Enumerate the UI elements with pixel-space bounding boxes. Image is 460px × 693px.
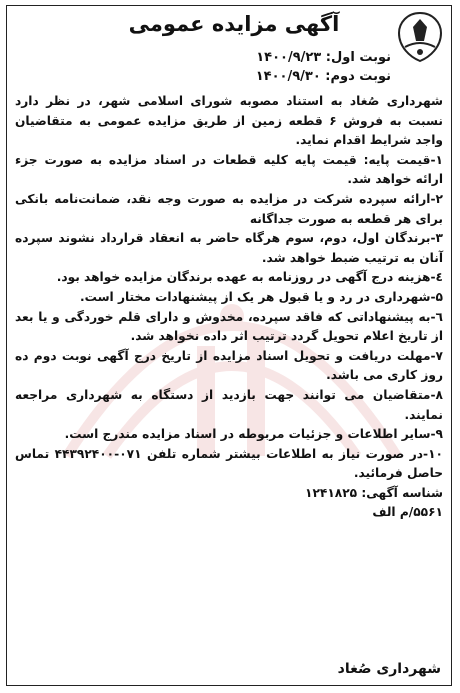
condition-item-5: ۵-شهرداری در رد و یا قبول هر یک از پیشنهادات مختار است.	[80, 289, 443, 304]
condition-item-4: ٤-هزینه درج آگهی در روزنامه به عهده برندگان مزایده خواهد بود.	[56, 270, 443, 285]
signature: شهرداری صُغاد	[337, 661, 441, 677]
second-turn: نوبت دوم: ۱۴۰۰/۹/۳۰	[255, 69, 391, 84]
condition-item-3: ۳-برندگان اول، دوم، سوم هرگاه حاضر به انعقاد قرارداد نشوند سپرده آنان به ترتیب ضبط خواهد شد.	[15, 231, 443, 265]
ad-id: شناسه آگهی: ۱۲۴۱۸۲۵	[305, 485, 443, 500]
publication-turns	[256, 48, 391, 86]
condition-item-9: ۹-سایر اطلاعات و جزئیات مربوطه در اسناد مزایده مندرج است.	[64, 427, 443, 442]
ad-title: آگهی مزایده عمومی	[128, 12, 340, 36]
ad-body	[15, 92, 443, 523]
condition-item-6: ٦-به پیشنهاداتی که فاقد سپرده، مخدوش و دارای قلم خوردگی و یا بعد از تاریخ اعلام تحویل گردد ترتیب اثر داده نخواهد شد.	[15, 309, 443, 344]
condition-item-8: ۸-متقاضیان می توانند جهت بازدید از دستگاه به شهرداری مراجعه نمایند.	[15, 387, 443, 422]
intro-paragraph: شهرداری صُغاد به استناد مصوبه شورای اسلامی شهر، در نظر دارد نسبت به فروش ۶ قطعه زمین از طریق مزایده عمومی به متقاضیان واجد شرایط اقدام نماید.	[15, 94, 443, 148]
ad-code: ۵۵۶۱/م الف	[372, 505, 443, 520]
condition-item-10: ۱۰-در صورت نیاز به اطلاعات بیشتر شماره تلفن ۰۷۱-۴۴۳۹۲۴۰۰ تماس حاصل فرمائید.	[15, 446, 443, 481]
condition-item-1: ۱-قیمت پایه: قیمت پایه کلیه قطعات در اسناد مزایده به صورت جزء ارائه خواهد شد.	[15, 152, 443, 187]
first-turn: نوبت اول: ۱۴۰۰/۹/۲۳	[256, 50, 391, 65]
municipality-emblem-icon	[397, 11, 443, 63]
condition-item-2: ۲-ارائه سپرده شرکت در مزایده به صورت وجه نقد، ضمانت‌نامه بانکی برای هر قطعه به صورت جداگانه	[15, 191, 443, 226]
ad-frame	[6, 5, 452, 686]
condition-item-7: ۷-مهلت دریافت و تحویل اسناد مزایده از تاریخ درج آگهی نوبت دوم ده روز کاری می باشد.	[15, 348, 443, 383]
